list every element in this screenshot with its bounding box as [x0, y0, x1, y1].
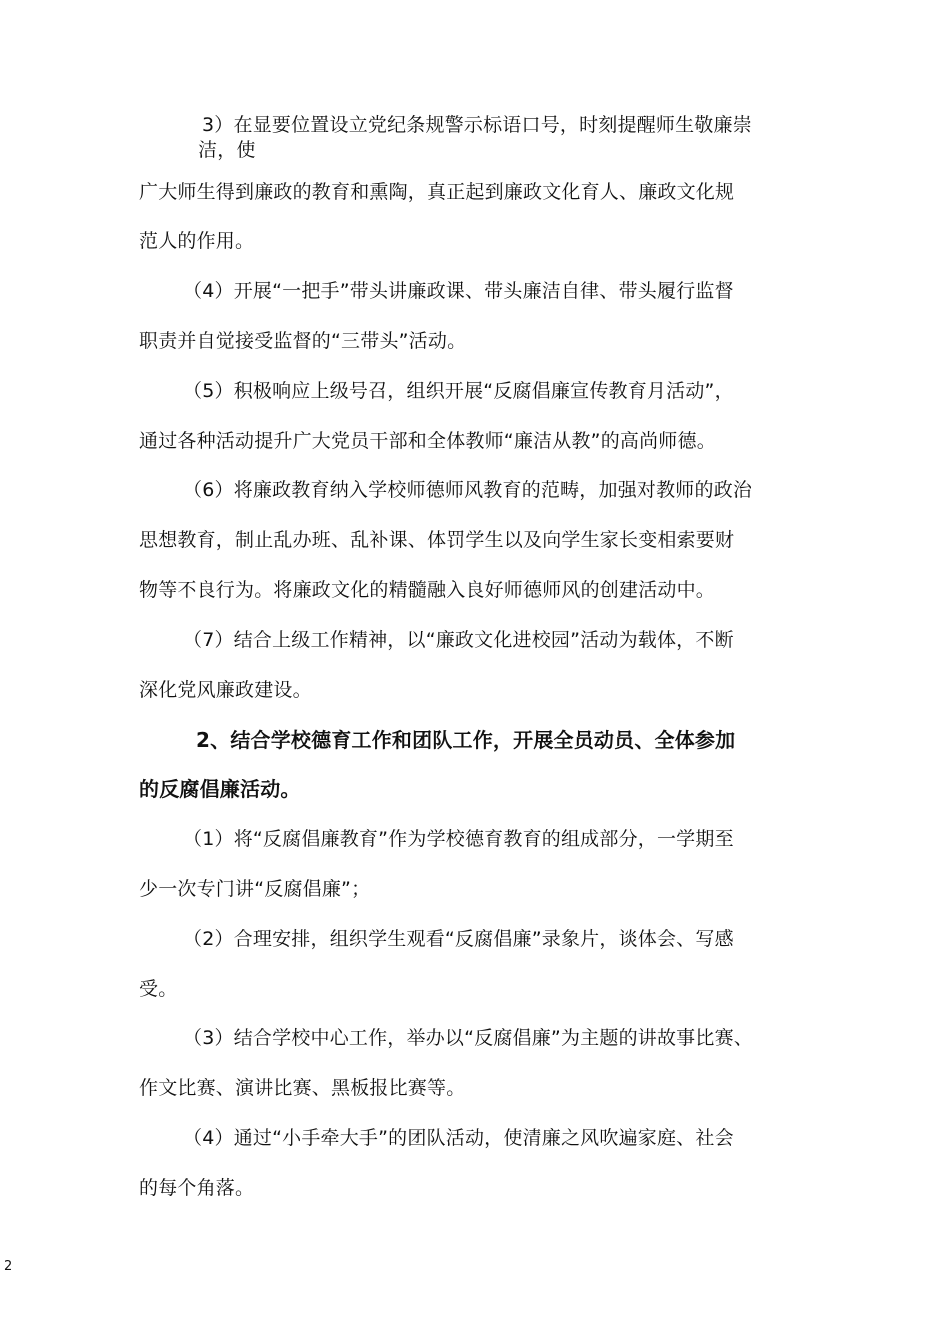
- text-line: 范人的作用。: [139, 230, 255, 252]
- text-line: 3）在显要位置设立党纪条规警示标语口号，时刻提醒师生敬廉崇: [202, 114, 752, 136]
- text-line: （6）将廉政教育纳入学校师德师风教育的范畴，加强对教师的政治: [183, 479, 753, 501]
- text-line: 职责并自觉接受监督的“三带头”活动。: [139, 330, 467, 352]
- text-line: 深化党风廉政建设。: [139, 679, 312, 701]
- text-line: （7）结合上级工作精神，以“廉政文化进校园”活动为载体，不断: [183, 629, 734, 651]
- section-heading: 2、结合学校德育工作和团队工作，开展全员动员、全体参加: [196, 728, 736, 752]
- text-line: 洁，使: [198, 139, 256, 161]
- text-line: 少一次专门讲“反腐倡廉”；: [139, 878, 371, 900]
- text-line: （1）将“反腐倡廉教育”作为学校德育教育的组成部分，一学期至: [183, 828, 734, 850]
- text-line: （4）通过“小手牵大手”的团队活动，使清廉之风吹遍家庭、社会: [183, 1127, 734, 1149]
- text-line: （2）合理安排，组织学生观看“反腐倡廉”录象片，谈体会、写感: [183, 928, 734, 950]
- text-line: （5）积极响应上级号召，组织开展“反腐倡廉宣传教育月活动”，: [183, 380, 734, 402]
- text-line: 的每个角落。: [139, 1177, 255, 1199]
- page-number: 2: [4, 1259, 13, 1274]
- text-line: （3）结合学校中心工作，举办以“反腐倡廉”为主题的讲故事比赛、: [183, 1027, 753, 1049]
- text-line: 物等不良行为。将廉政文化的精髓融入良好师德师风的创建活动中。: [139, 579, 716, 601]
- text-line: 受。: [139, 978, 178, 1000]
- text-line: 通过各种活动提升广大党员干部和全体教师“廉洁从教”的高尚师德。: [139, 430, 716, 452]
- text-line: 作文比赛、演讲比赛、黑板报比赛等。: [139, 1077, 466, 1099]
- text-line: 思想教育，制止乱办班、乱补课、体罚学生以及向学生家长变相索要财: [139, 529, 735, 551]
- text-line: 广大师生得到廉政的教育和熏陶，真正起到廉政文化育人、廉政文化规: [139, 181, 735, 203]
- section-heading-continued: 的反腐倡廉活动。: [139, 777, 301, 801]
- text-line: （4）开展“一把手”带头讲廉政课、带头廉洁自律、带头履行监督: [183, 280, 734, 302]
